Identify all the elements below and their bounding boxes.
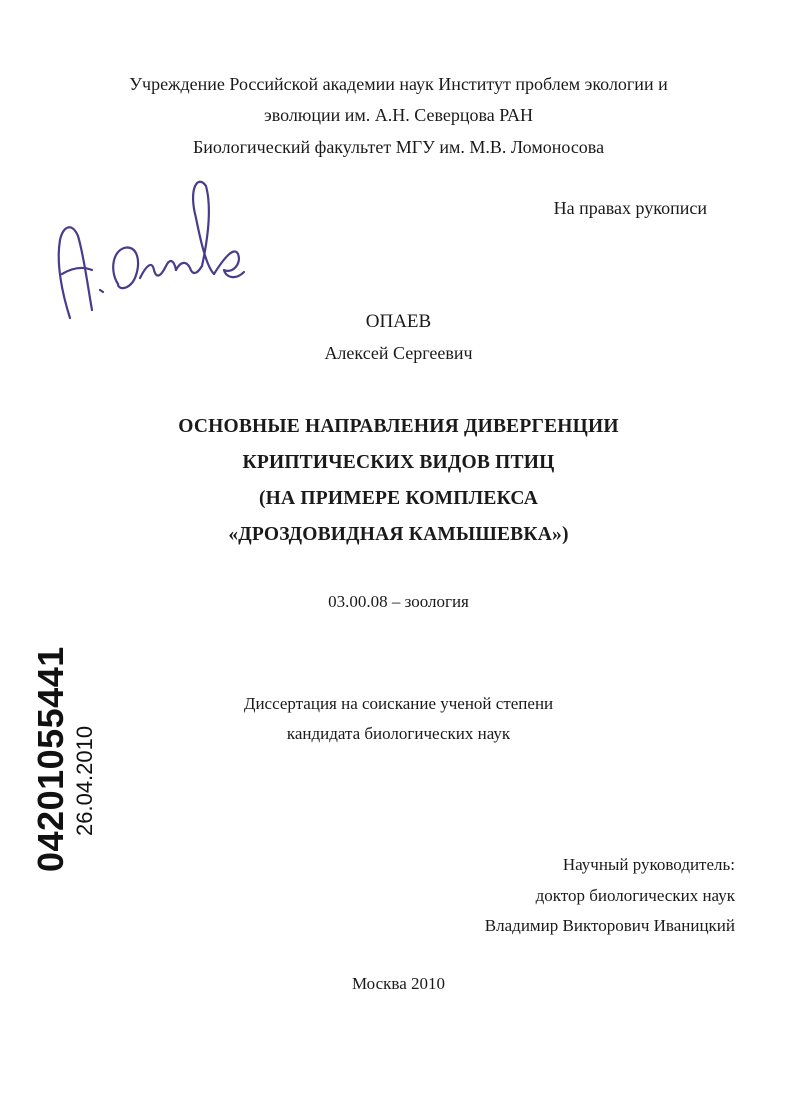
specialty: 03.00.08 – зоология: [328, 592, 469, 611]
advisor-label: Научный руководитель:: [562, 855, 735, 874]
degree-line-1: Диссертация на соискание ученой степени: [243, 694, 554, 713]
signature-stroke-a-bar: [62, 268, 92, 274]
library-stamp-date: 26.04.2010: [72, 725, 97, 836]
signature-stroke-p: [140, 261, 176, 278]
signature-stroke-e: [214, 251, 244, 277]
institution-line-3: Биологический факультет МГУ им. М.В. Ломоносова: [192, 137, 605, 157]
title-line-2: КРИПТИЧЕСКИХ ВИДОВ ПТИЦ: [242, 452, 555, 473]
library-stamp-number: 04201055441: [30, 646, 71, 872]
advisor-name: Владимир Викторович Иваницкий: [484, 916, 735, 935]
degree-line-2: кандидата биологических наук: [286, 724, 511, 743]
author-surname: ОПАЕВ: [365, 311, 432, 332]
signature-stroke-o: [113, 247, 138, 288]
institution-line-1: Учреждение Российской академии наук Институт проблем экологии и: [129, 74, 668, 94]
signature-stroke-loop: [193, 182, 214, 274]
manuscript-note: На правах рукописи: [553, 198, 707, 218]
signature-stroke-a2: [176, 263, 202, 273]
author-signature: [48, 178, 248, 328]
title-line-1: ОСНОВНЫЕ НАПРАВЛЕНИЯ ДИВЕРГЕНЦИИ: [178, 416, 619, 437]
signature-dot: [100, 290, 103, 292]
title-line-4: «ДРОЗДОВИДНАЯ КАМЫШЕВКА»): [228, 524, 569, 545]
institution-line-2: эволюции им. А.Н. Северцова РАН: [264, 105, 533, 125]
author-name: Алексей Сергеевич: [324, 343, 473, 363]
footer-city-year: Москва 2010: [351, 974, 446, 993]
advisor-degree: доктор биологических наук: [535, 886, 735, 905]
title-line-3: (НА ПРИМЕРЕ КОМПЛЕКСА: [258, 488, 539, 509]
